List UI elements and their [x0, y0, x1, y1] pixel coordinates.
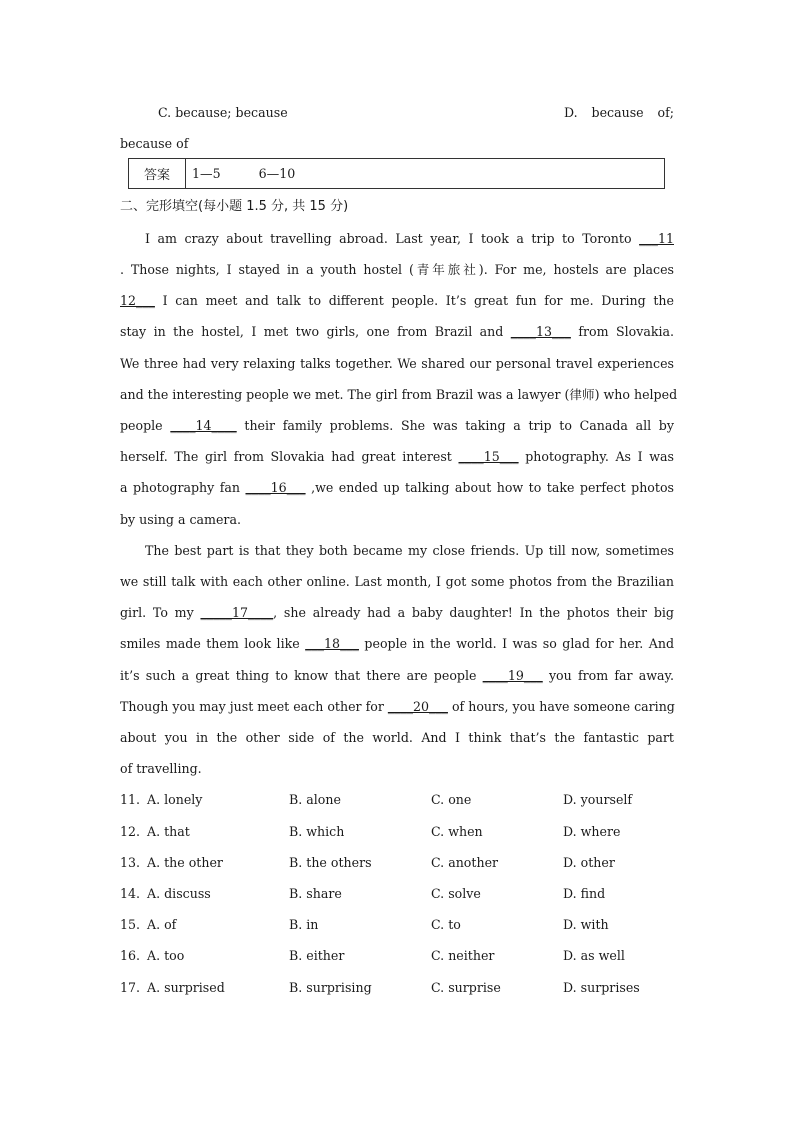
passage-line: it’s such a great thing to know that there are people ____19___ you from far away.	[120, 668, 674, 683]
answer-range-1-5: 1—5	[192, 166, 221, 181]
passage-line: Though you may just meet each other for ____20___ of hours, you have someone caring	[120, 699, 675, 714]
option-b: B. share	[289, 886, 342, 901]
question-number: 14.	[120, 886, 141, 901]
question-number: 16.	[120, 948, 141, 963]
option-d: D. with	[563, 917, 609, 932]
option-d: D. as well	[563, 948, 625, 963]
blank-13: ____13___	[510, 324, 571, 339]
option-a: A. that	[147, 824, 190, 839]
question-number: 15.	[120, 917, 141, 932]
option-c: C. one	[431, 792, 472, 807]
blank-17: _____17____	[200, 605, 274, 620]
option-a: A. discuss	[147, 886, 211, 901]
blank-16: ____16___	[245, 480, 306, 495]
passage-line: by using a camera.	[120, 512, 241, 527]
option-c: C. neither	[431, 948, 495, 963]
option-c: C. surprise	[431, 980, 501, 995]
passage-line: I am crazy about travelling abroad. Last year, I took a trip to Toronto ___11	[145, 231, 674, 246]
passage-line: . Those nights, I stayed in a youth hostel (青年旅社). For me, hostels are places	[120, 262, 674, 277]
option-b: B. the others	[289, 855, 372, 870]
passage-line: stay in the hostel, I met two girls, one from Brazil and ____13___ from Slovakia.	[120, 324, 674, 339]
blank-19: ____19___	[482, 668, 543, 683]
option-b: B. in	[289, 917, 319, 932]
blank-11: ___11	[639, 231, 674, 246]
option-b: B. which	[289, 824, 345, 839]
option-d: D. yourself	[563, 792, 633, 807]
passage-line: smiles made them look like ___18___ people in the world. I was so glad for her. And	[120, 636, 675, 651]
option-c: C. solve	[431, 886, 481, 901]
blank-14: ____14____	[170, 418, 237, 433]
option-a: A. lonely	[147, 792, 203, 807]
blank-20: ____20___	[387, 699, 448, 714]
question-number: 13.	[120, 855, 141, 870]
passage-line: about you in the other side of the world. And I think that’s the fantastic part	[120, 730, 674, 745]
passage-line: 12___ I can meet and talk to different people. It’s great fun for me. During the	[120, 293, 674, 308]
answer-table	[128, 158, 665, 189]
option-a: A. the other	[147, 855, 223, 870]
option-b: B. either	[289, 948, 345, 963]
option-b: B. alone	[289, 792, 341, 807]
passage-line: people ____14____ their family problems. She was taking a trip to Canada all by	[120, 418, 674, 433]
passage-line: of travelling.	[120, 761, 202, 776]
option-a: A. of	[147, 917, 177, 932]
passage-line: herself. The girl from Slovakia had great interest ____15___ photography. As I was	[120, 449, 674, 464]
passage-line: girl. To my _____17____, she already had a baby daughter! In the photos their big	[120, 605, 674, 620]
prev-option-c: C. because; because	[158, 105, 288, 120]
option-c: C. to	[431, 917, 461, 932]
blank-12: 12___	[120, 293, 155, 308]
option-a: A. too	[147, 948, 185, 963]
passage-line: We three had very relaxing talks together. We shared our personal travel experiences	[120, 356, 674, 371]
passage-line: The best part is that they both became my close friends. Up till now, sometimes	[145, 543, 674, 558]
answer-range-6-10: 6—10	[258, 166, 296, 181]
option-a: A. surprised	[147, 980, 225, 995]
blank-18: ___18___	[305, 636, 359, 651]
passage-line: we still talk with each other online. Last month, I got some photos from the Brazilian	[120, 574, 674, 589]
option-d: D. surprises	[563, 980, 640, 995]
question-number: 17.	[120, 980, 141, 995]
section-title: 二、完形填空(每小题 1.5 分, 共 15 分)	[120, 199, 349, 214]
option-d: D. other	[563, 855, 615, 870]
blank-15: ____15___	[458, 449, 519, 464]
passage-line: a photography fan ____16___ ,we ended up talking about how to take perfect photos	[120, 480, 674, 495]
question-number: 11.	[120, 792, 141, 807]
answer-table-label: 答案	[129, 159, 186, 188]
prev-option-d-continued: because of	[120, 136, 189, 151]
option-d: D. where	[563, 824, 621, 839]
prev-option-d: D. because of;	[564, 105, 674, 120]
option-d: D. find	[563, 886, 606, 901]
question-number: 12.	[120, 824, 141, 839]
passage-line: and the interesting people we met. The girl from Brazil was a lawyer (律师) who helped	[120, 387, 678, 402]
option-c: C. another	[431, 855, 499, 870]
option-c: C. when	[431, 824, 483, 839]
option-b: B. surprising	[289, 980, 372, 995]
